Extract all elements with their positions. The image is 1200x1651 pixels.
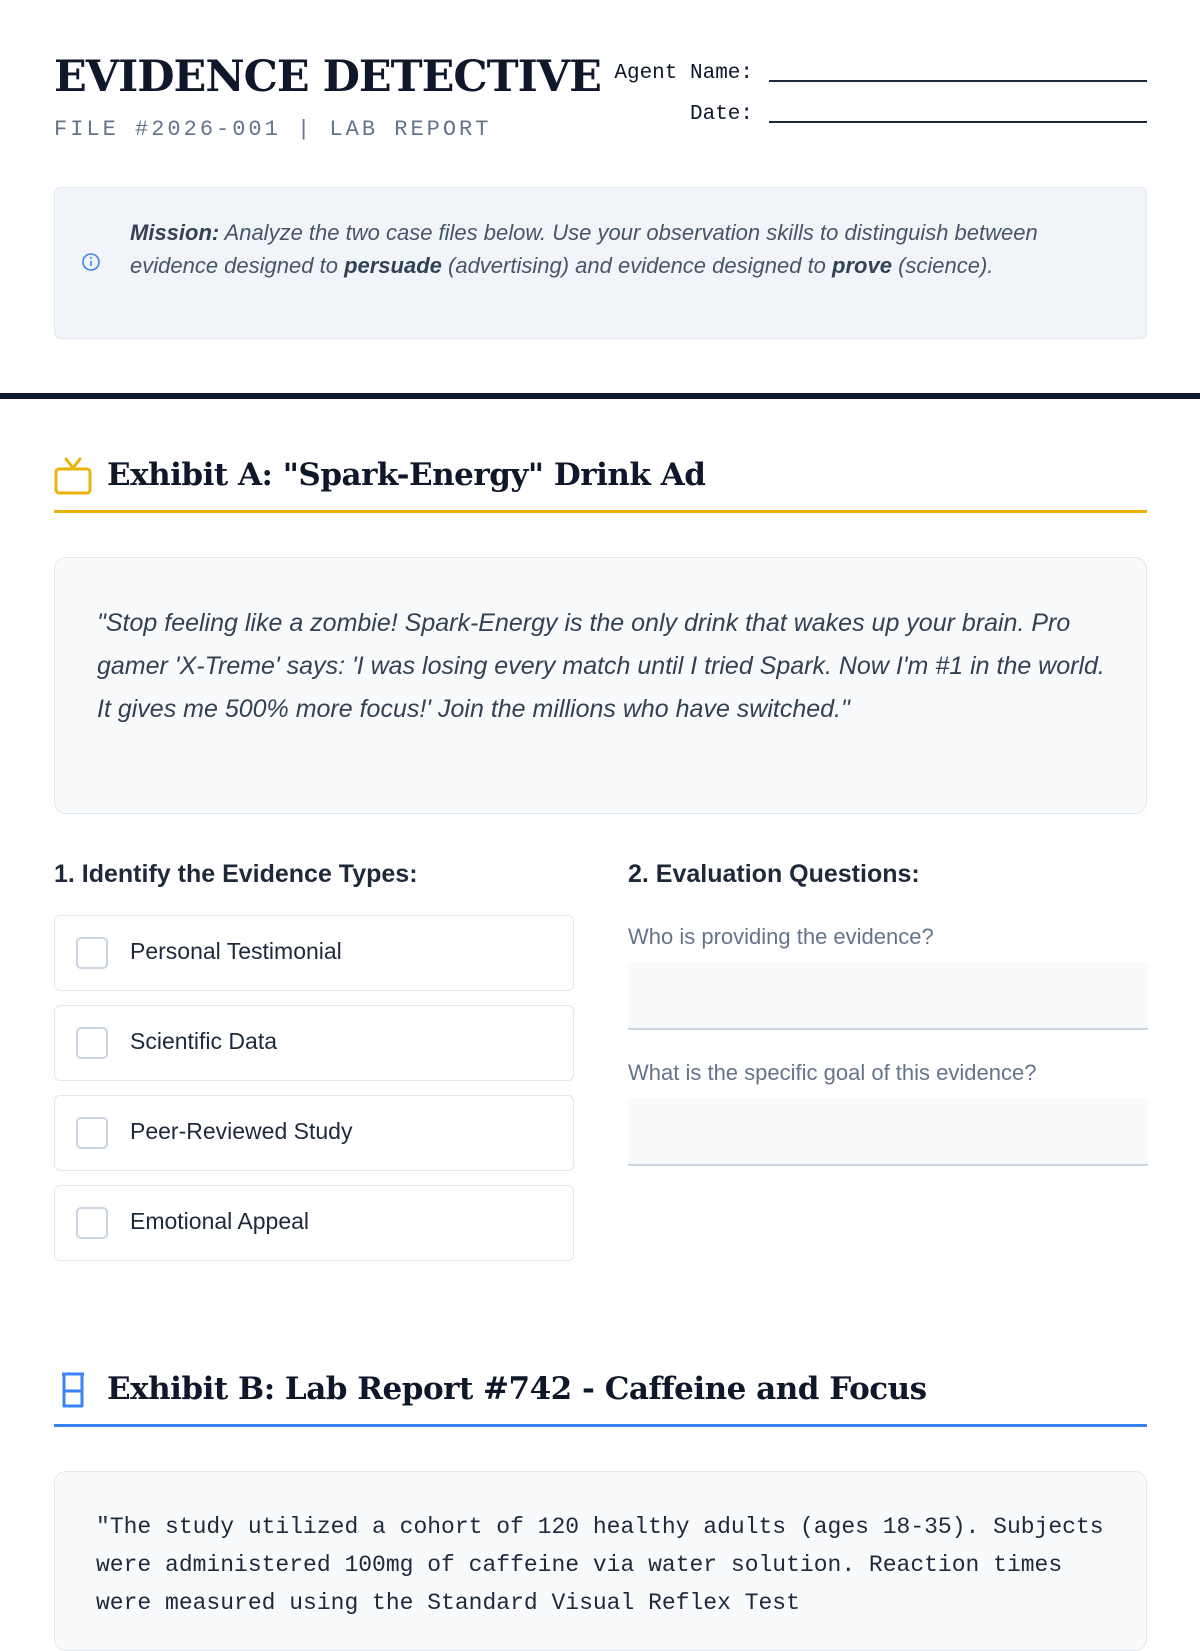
checkbox-label: Peer-Reviewed Study bbox=[130, 1118, 353, 1144]
checkbox[interactable] bbox=[76, 937, 108, 969]
exhibit-a-quote: "Stop feeling like a zombie! Spark-Energy is the only drink that wakes up your brain. Pro gamer 'X-Treme' says: 'I was losing every match until I tried Spark. Now I'm #1 in the world. It gives me 500% more focus!' Join the millions who have switched." bbox=[97, 609, 1105, 723]
mission-text-part: Analyze the two case files below. Use your observation skills to distinguish between evidence designed to bbox=[130, 220, 1038, 278]
checkbox[interactable] bbox=[76, 1117, 108, 1149]
exhibit-a-quote-box bbox=[54, 557, 1147, 814]
identify-evidence-heading: 1. Identify the Evidence Types: bbox=[54, 860, 418, 888]
exhibit-b-quote: "The study utilized a cohort of 120 healthy adults (ages 18-35). Subjects were administered 100mg of caffeine via water solution. Reaction times were measured using the Standard Visual Reflex Test bbox=[96, 1514, 1104, 1616]
exhibit-a-header bbox=[54, 457, 1147, 513]
mission-text-part: (science). bbox=[891, 253, 994, 278]
mission-lead: Mission: bbox=[130, 220, 220, 245]
tv-icon bbox=[54, 457, 92, 497]
mission-text-part: (advertising) and evidence designed to bbox=[441, 253, 833, 278]
question-prompt: What is the specific goal of this evidence? bbox=[628, 1060, 1037, 1085]
date-field[interactable] bbox=[769, 97, 1147, 123]
answer-field[interactable] bbox=[628, 962, 1148, 1030]
worksheet-title: EVIDENCE DETECTIVE bbox=[54, 52, 601, 102]
question-prompt: Who is providing the evidence? bbox=[628, 924, 934, 949]
evaluation-questions-heading: 2. Evaluation Questions: bbox=[628, 860, 920, 888]
agent-info-fields bbox=[614, 56, 1147, 126]
agent-name-label: Agent Name: bbox=[614, 62, 753, 85]
checkbox-label: Emotional Appeal bbox=[130, 1208, 310, 1234]
evaluation-questions bbox=[628, 924, 1148, 1196]
section-divider bbox=[0, 393, 1200, 399]
exhibit-b-quote-box bbox=[54, 1471, 1147, 1651]
mission-text bbox=[130, 216, 1120, 282]
keyword-persuade: persuade bbox=[344, 253, 442, 278]
date-label: Date: bbox=[689, 103, 753, 126]
checkbox-option[interactable] bbox=[54, 1185, 574, 1261]
checkbox-label: Personal Testimonial bbox=[130, 938, 342, 964]
beaker-icon bbox=[54, 1371, 92, 1411]
checkbox-option[interactable] bbox=[54, 1005, 574, 1081]
file-subtitle: FILE #2026-001 | LAB REPORT bbox=[54, 117, 492, 142]
mission-callout bbox=[54, 187, 1147, 339]
answer-field[interactable] bbox=[628, 1098, 1148, 1166]
exhibit-b-header bbox=[54, 1371, 1147, 1427]
evidence-type-checklist bbox=[54, 915, 574, 1275]
exhibit-b-title: Exhibit B: Lab Report #742 - Caffeine and Focus bbox=[107, 1371, 927, 1407]
checkbox-label: Scientific Data bbox=[130, 1028, 278, 1054]
exhibit-a-title: Exhibit A: "Spark-Energy" Drink Ad bbox=[107, 457, 706, 493]
info-icon bbox=[81, 252, 101, 272]
checkbox-option[interactable] bbox=[54, 1095, 574, 1171]
agent-name-field[interactable] bbox=[769, 56, 1147, 82]
keyword-prove: prove bbox=[832, 253, 892, 278]
checkbox-option[interactable] bbox=[54, 915, 574, 991]
checkbox[interactable] bbox=[76, 1207, 108, 1239]
checkbox[interactable] bbox=[76, 1027, 108, 1059]
